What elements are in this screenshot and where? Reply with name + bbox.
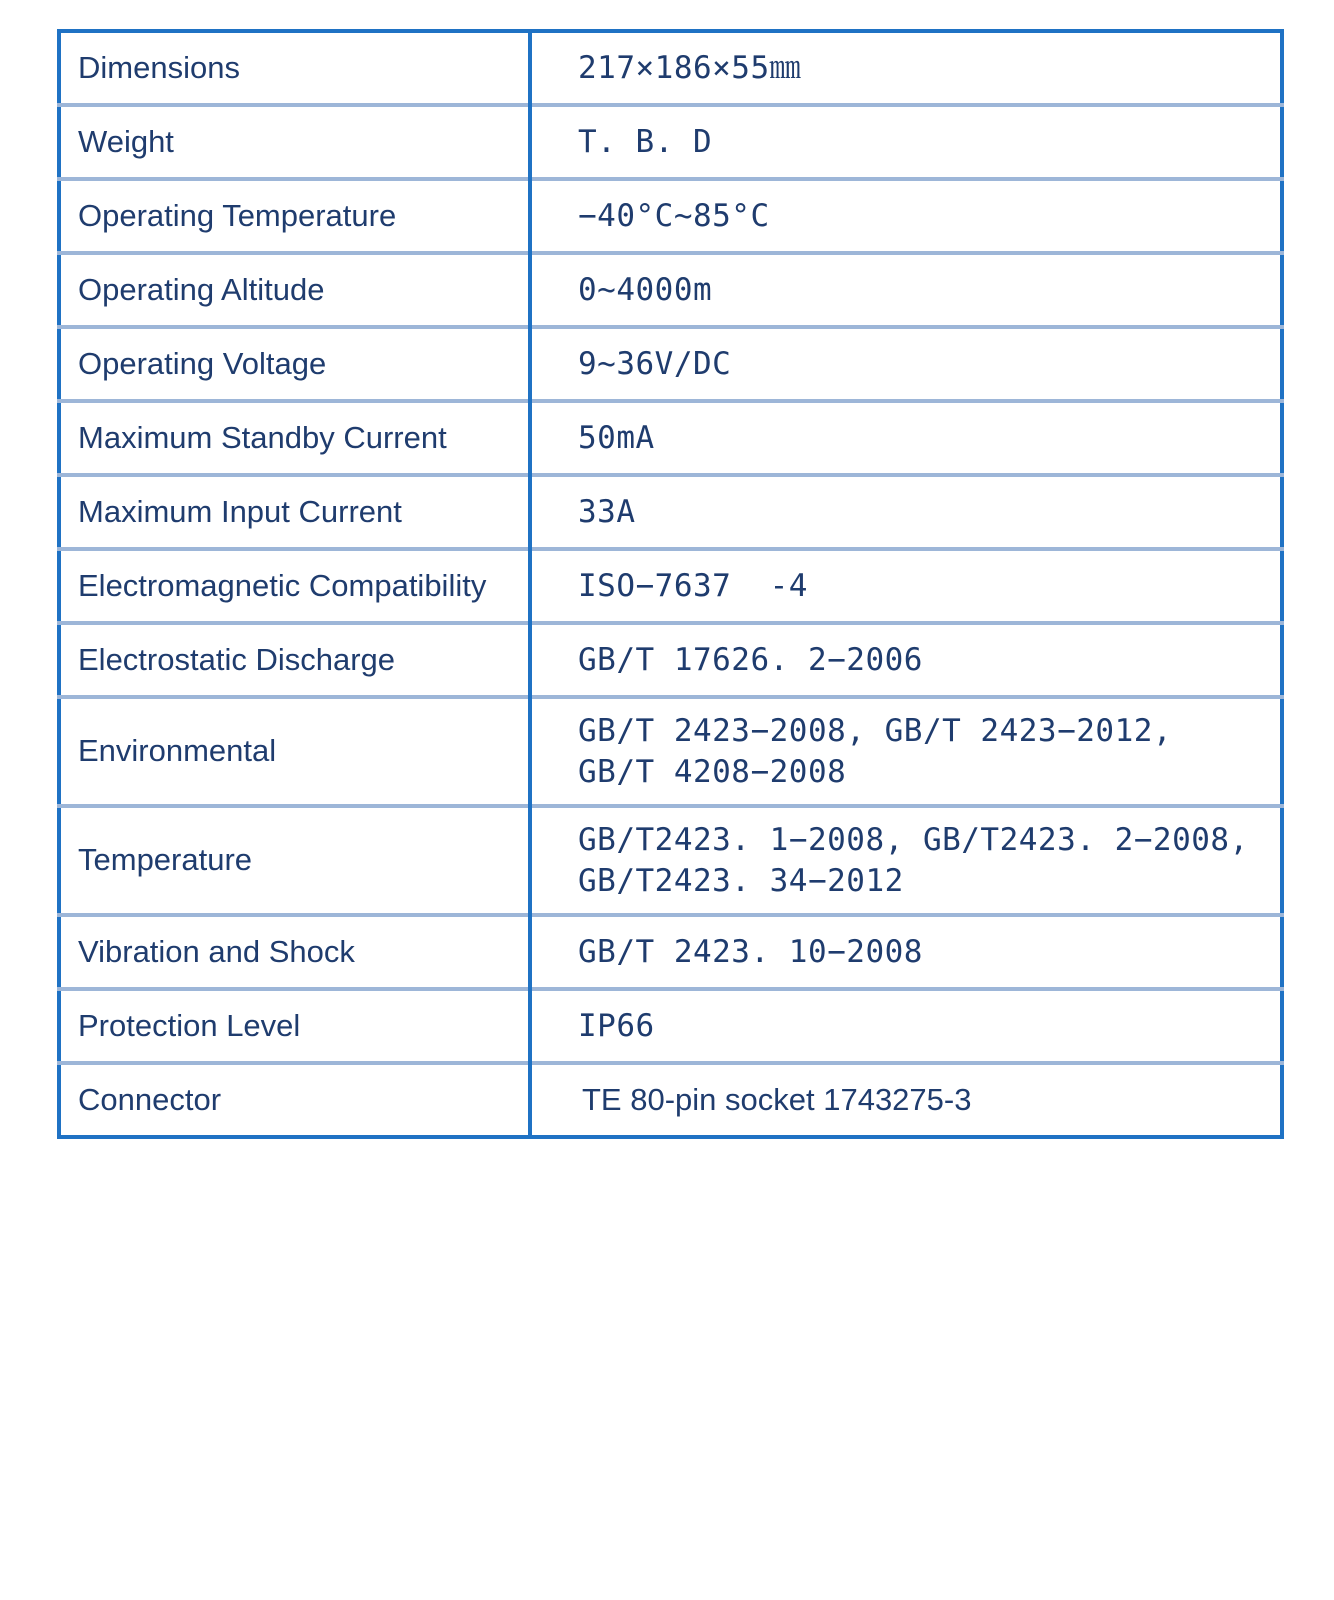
spec-label: Electromagnetic Compatibility	[59, 549, 530, 623]
spec-value-line: −40°C~85°C	[578, 197, 770, 234]
spec-label: Electrostatic Discharge	[59, 623, 530, 697]
spec-value	[530, 989, 1282, 1063]
table-row-weight	[59, 105, 1282, 179]
spec-value	[530, 475, 1282, 549]
spec-label: Maximum Standby Current	[59, 401, 530, 475]
spec-value	[530, 31, 1282, 105]
table-row-operating-altitude	[59, 253, 1282, 327]
spec-label: Environmental	[59, 697, 530, 806]
spec-label: Weight	[59, 105, 530, 179]
spec-value	[530, 915, 1282, 989]
spec-value	[530, 327, 1282, 401]
spec-label: Protection Level	[59, 989, 530, 1063]
spec-value	[530, 105, 1282, 179]
table-row-operating-voltage	[59, 327, 1282, 401]
spec-value	[530, 1063, 1282, 1137]
spec-value-line: 0~4000m	[578, 271, 713, 308]
spec-value	[530, 806, 1282, 915]
table-row-maximum-standby-current	[59, 401, 1282, 475]
spec-value-line: 50mA	[578, 419, 655, 456]
table-row-environmental	[59, 697, 1282, 806]
table-row-connector	[59, 1063, 1282, 1137]
spec-value-line: IP66	[578, 1007, 655, 1044]
table-row-operating-temperature	[59, 179, 1282, 253]
table-row-electromagnetic-compatibility	[59, 549, 1282, 623]
table-row-temperature	[59, 806, 1282, 915]
spec-value-line: ISO−7637 -4	[578, 567, 808, 604]
spec-value	[530, 179, 1282, 253]
spec-label: Maximum Input Current	[59, 475, 530, 549]
table-row-maximum-input-current	[59, 475, 1282, 549]
spec-value-line: 9~36V/DC	[578, 345, 732, 382]
spec-value	[530, 401, 1282, 475]
spec-value-line: 33A	[578, 493, 636, 530]
spec-label: Dimensions	[59, 31, 530, 105]
spec-table	[57, 29, 1284, 1139]
table-row-protection-level	[59, 989, 1282, 1063]
spec-value	[530, 697, 1282, 806]
spec-value-line: GB/T2423. 34−2012	[578, 862, 904, 899]
spec-label: Connector	[59, 1063, 530, 1137]
spec-value-line: 217×186×55㎜	[578, 49, 802, 86]
table-row-electrostatic-discharge	[59, 623, 1282, 697]
spec-value-line: T. B. D	[578, 123, 713, 160]
spec-value-line: GB/T 17626. 2−2006	[578, 641, 923, 678]
spec-value-line: GB/T 2423−2008, GB/T 2423−2012,	[578, 713, 1173, 750]
spec-value	[530, 549, 1282, 623]
table-row-dimensions	[59, 31, 1282, 105]
spec-value	[530, 253, 1282, 327]
spec-label: Operating Temperature	[59, 179, 530, 253]
spec-value-line: TE 80-pin socket 1743275-3	[582, 1081, 972, 1117]
spec-value-line: GB/T 4208−2008	[578, 753, 847, 790]
table-row-vibration-and-shock	[59, 915, 1282, 989]
spec-label: Operating Voltage	[59, 327, 530, 401]
spec-label: Temperature	[59, 806, 530, 915]
spec-label: Operating Altitude	[59, 253, 530, 327]
spec-value	[530, 623, 1282, 697]
spec-label: Vibration and Shock	[59, 915, 530, 989]
spec-value-line: GB/T 2423. 10−2008	[578, 933, 923, 970]
spec-value-line: GB/T2423. 1−2008, GB/T2423. 2−2008,	[578, 822, 1249, 859]
